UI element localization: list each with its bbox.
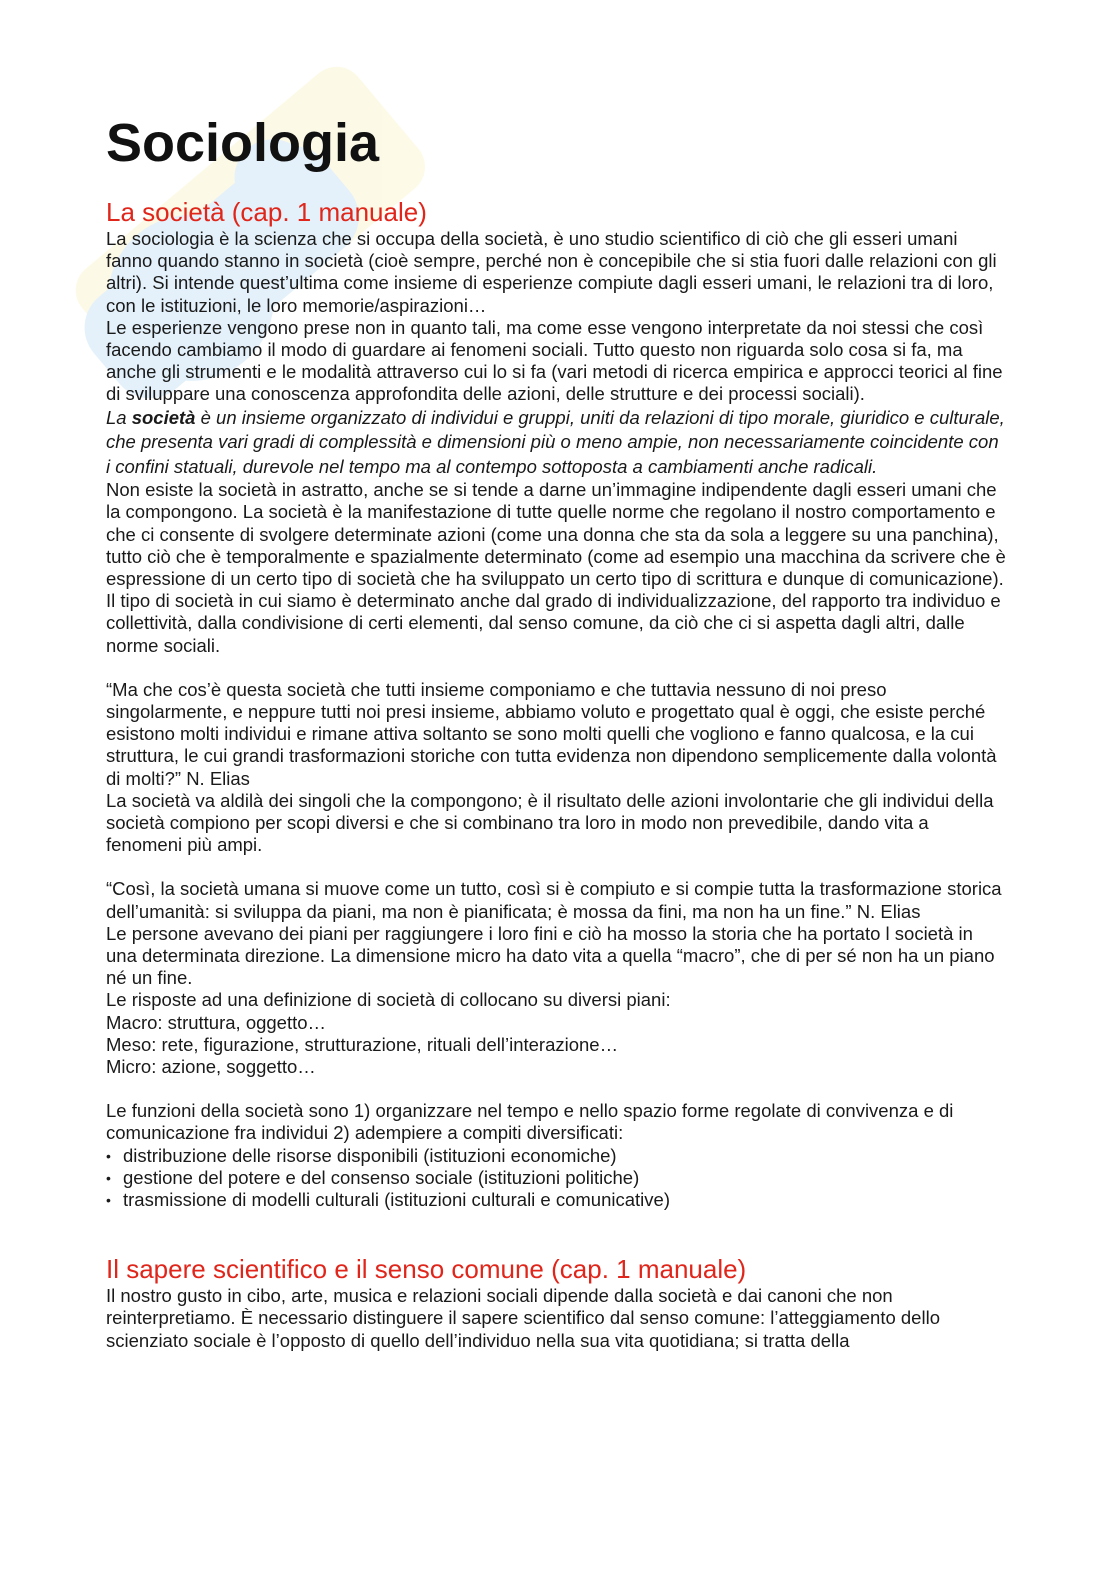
paragraph: Il nostro gusto in cibo, arte, musica e relazioni sociali dipende dalla società e dai canoni che non reinterpretiamo. È necessario distinguere il sapere scientifico dal senso comune: l’atteggiamento dello scienziato sociale è l’opposto di quello dell’individuo nella sua vita quotidiana; si tratta della — [106, 1285, 940, 1351]
functions-intro: Le funzioni della società sono 1) organizzare nel tempo e nello spazio forme regolate di convivenza e di comunicazione fra individui 2) adempiere a compiti diversificati: — [106, 1100, 954, 1144]
paragraph: Non esiste la società in astratto, anche se si tende a darne un’immagine indipendente dagli esseri umani che la compongono. La società è la manifestazione di tutte quelle norme che regolano il nostro comportamento e che ci consente di svolgere determinate azioni (come una donna che sta da sola a leggere su una panchina), tutto ciò che è temporalmente e spazialmente determinato (come ad esempio una macchina da scrivere che è espressione di un certo tipo di società che ha sviluppato un certo tipo di scrittura e dunque di comunicazione). Il tipo di società in cui siamo è determinato anche dal grado di individualizzazione, del rapporto tra individuo e collettività, dalla condivisione di certi elementi, dal senso comune, da ciò che ci si aspetta dagli altri, dalle norme sociali. — [106, 479, 1006, 656]
spacer — [106, 856, 1006, 878]
quote-elias-1: “Ma che cos’è questa società che tutti insieme componiamo e che tuttavia nessuno di noi preso singolarmente, e neppure tutti noi presi insieme, abbiamo voluto e progettato qual è oggi, che esiste perché esistono molti individui e rimane attiva soltanto se sono molti quelli che vogliono e fanno qualcosa, e la cui struttura, le cui grandi trasformazioni storiche con tutta evidenza non dipendono semplicemente dalla volontà di molti?” N. Elias — [106, 678, 997, 789]
definition-text: è un insieme organizzato di individui e gruppi, uniti da relazioni di tipo morale, giuridico e culturale, che presenta vari gradi di complessità e dimensioni più o meno ampie, non necessariamente coincidente con i confini statuali, durevole nel tempo ma al contempo sottoposta a cambiamenti anche radicali. — [106, 406, 1005, 477]
paragraph: La sociologia è la scienza che si occupa della società, è uno studio scientifico di ciò che gli esseri umani fanno quando stanno in società (cioè sempre, perché non è concepibile che si stia fuori dalle relazioni con gli altri). Si intende quest’ultima come insieme di esperienze compiute dagli esseri umani, le relazioni tra di loro, con le istituzioni, le loro memorie/aspirazioni… — [106, 228, 997, 316]
document-title: Sociologia — [106, 113, 380, 173]
quote-elias-2: “Così, la società umana si muove come un tutto, così si è compiuto e si compie tutta la trasformazione storica dell’umanità: si sviluppa da piani, ma non è pianificata; è mossa da fini, ma non ha un fine.” N. Elias — [106, 878, 1002, 922]
levels-intro: Le risposte ad una definizione di società di collocano su diversi piani: — [106, 989, 671, 1011]
functions-list — [106, 1145, 1006, 1212]
paragraph: La società va aldilà dei singoli che la compongono; è il risultato delle azioni involontarie che gli individui della società compiono per scopi diversi e che si combinano tra loro in modo non prevedibile, dando vita a fenomeni più ampi. — [106, 789, 994, 856]
level-micro: Micro: azione, soggetto… — [106, 1056, 316, 1077]
definition-paragraph — [106, 406, 1006, 480]
spacer — [106, 1078, 1006, 1100]
spacer — [106, 1211, 1006, 1253]
paragraph: Le persone avevano dei piani per raggiungere i loro fini e ciò ha mosso la storia che ha portato l società in una determinata direzione. La dimensione micro ha dato vita a quella “macro”, che di per sé non ha un piano né un fine. — [106, 922, 995, 989]
definition-prefix: La — [106, 406, 132, 428]
section-heading-sapere: Il sapere scientifico e il senso comune (cap. 1 manuale) — [106, 1254, 747, 1285]
list-item: • gestione del potere e del consenso sociale (istituzioni politiche) — [106, 1167, 1006, 1189]
level-meso: Meso: rete, figurazione, strutturazione, rituali dell’interazione… — [106, 1033, 619, 1055]
level-macro: Macro: struttura, oggetto… — [106, 1011, 327, 1033]
definition-term: società — [131, 406, 196, 428]
list-item: • trasmissione di modelli culturali (istituzioni culturali e comunicative) — [106, 1189, 1006, 1211]
document-page — [106, 108, 1006, 1352]
spacer — [106, 657, 1006, 679]
list-item: • distribuzione delle risorse disponibili (istituzioni economiche) — [106, 1145, 1006, 1167]
paragraph: Le esperienze vengono prese non in quanto tali, ma come esse vengono interpretate da noi stessi che così facendo cambiamo il modo di guardare ai fenomeni sociali. Tutto questo non riguarda solo cosa si fa, ma anche gli strumenti e le modalità attraverso cui lo si fa (vari metodi di ricerca empirica e approcci teorici al fine di sviluppare una conoscenza approfondita delle azioni, delle strutture e dei processi sociali). — [106, 316, 1003, 405]
section-heading-societa: La società (cap. 1 manuale) — [106, 197, 427, 227]
